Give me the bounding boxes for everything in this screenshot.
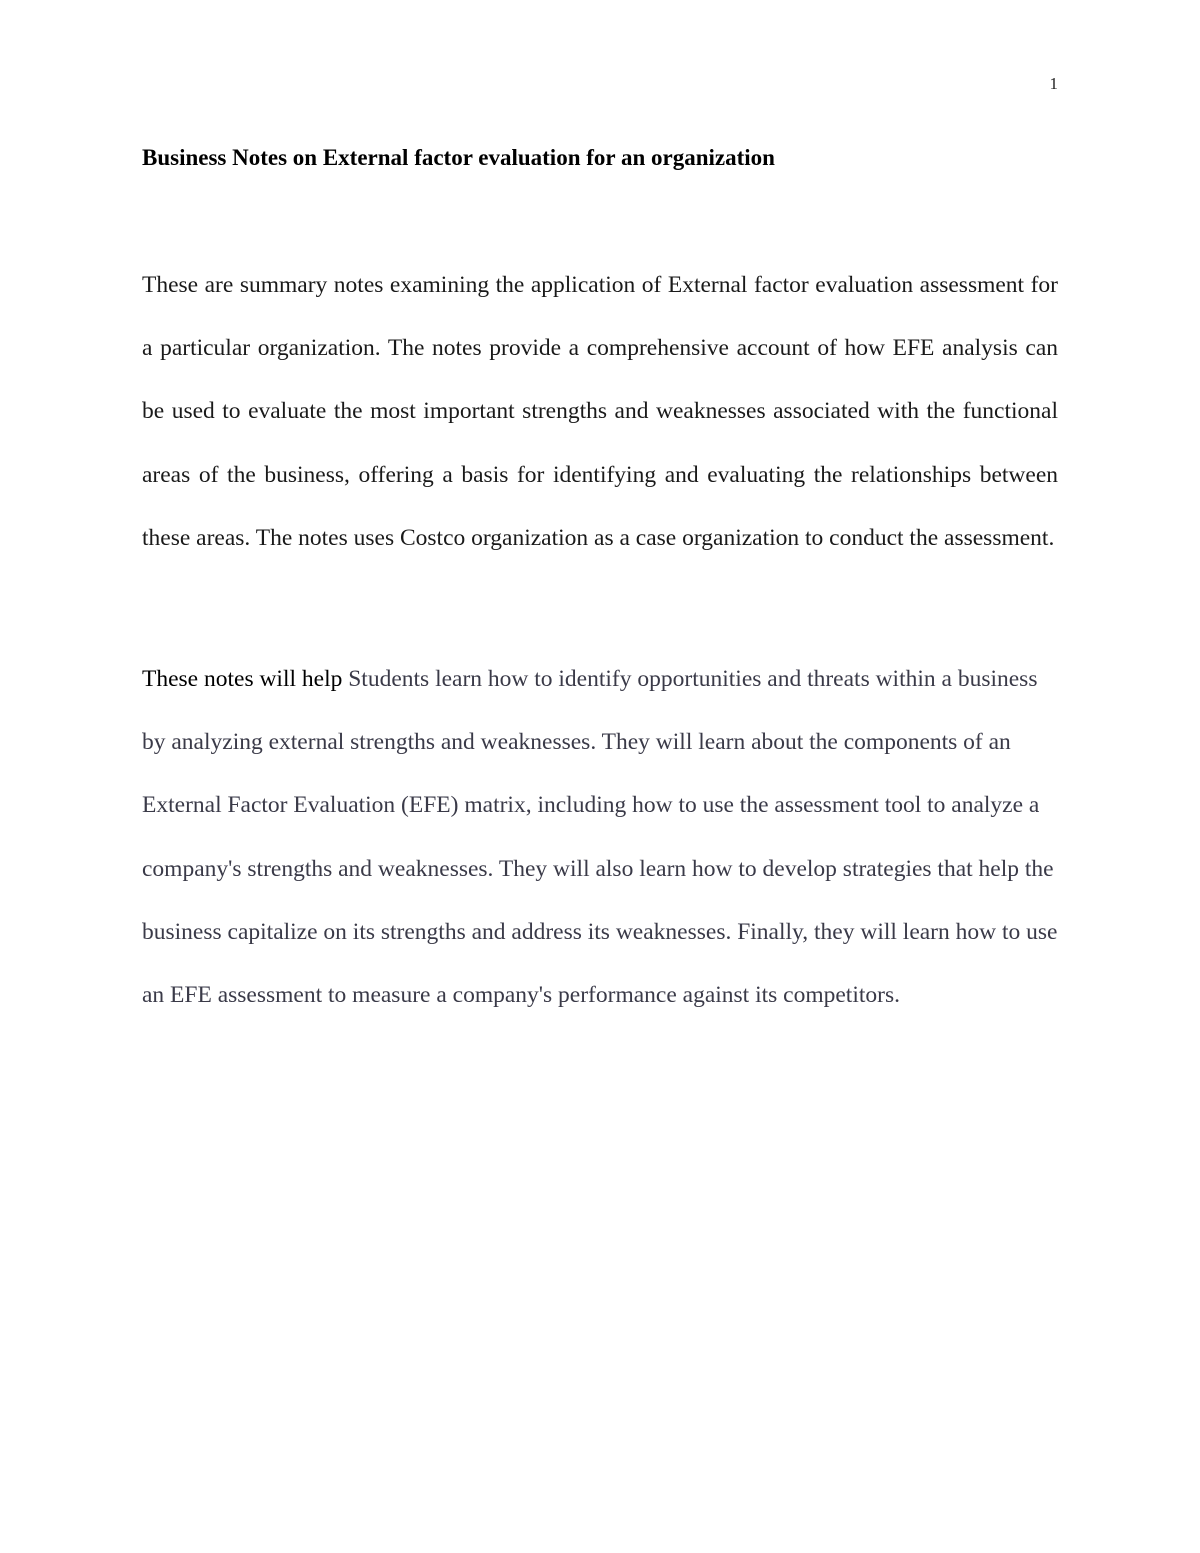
document-title: Business Notes on External factor evaluation for an organization <box>142 145 775 170</box>
page-number: 1 <box>1049 74 1058 93</box>
paragraph-learning-outcomes <box>142 648 1058 1027</box>
paragraph-summary: These are summary notes examining the application of External factor evaluation assessment for a particular organization. The notes provide a comprehensive account of how EFE analysis can be used to evaluate the most important strengths and weaknesses associated with the functional areas of the business, offering a basis for identifying and evaluating the relationships between these areas. The notes uses Costco organization as a case organization to conduct the assessment. <box>142 272 1058 551</box>
paragraph-lead-text: These notes will help <box>142 666 343 692</box>
paragraph-body-text: Students learn how to identify opportunities and threats within a business by analyzing external strengths and weaknesses. They will learn about the components of an External Factor Evaluation (EFE) matrix, including how to use the assessment tool to analyze a company's strengths and weaknesses. They will also learn how to develop strategies that help the business capitalize on its strengths and address its weaknesses. Finally, they will learn how to use an EFE assessment to measure a company's performance against its competitors. <box>142 666 1058 1009</box>
